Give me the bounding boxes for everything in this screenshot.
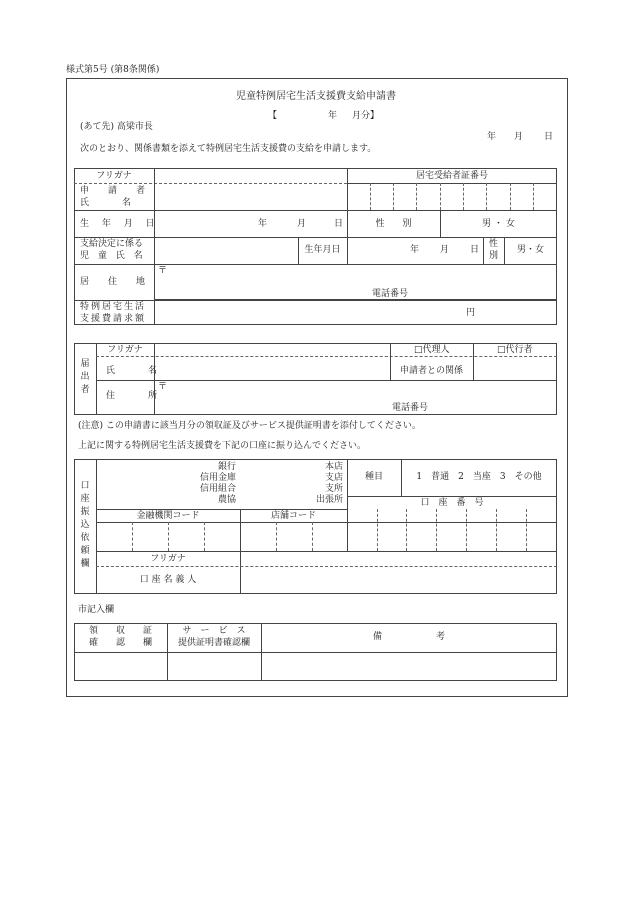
- bank-side-label: 口座振込依頼欄: [80, 481, 90, 569]
- bank-type-ginko: 銀行: [217, 462, 236, 472]
- holder-furigana-label: フリガナ: [150, 554, 186, 564]
- child-label-1: 支給決定に係る: [80, 239, 144, 249]
- dob-day: 日: [334, 219, 344, 229]
- branch-type-head: 本店: [324, 462, 343, 472]
- sex-options: 男 ・ 女: [482, 219, 515, 229]
- child-dob-year: 年: [410, 245, 420, 255]
- remarks-label: 備 考: [372, 632, 445, 642]
- branch-code-label: 店舗コード: [270, 511, 316, 521]
- child-sex-label-2: 別: [488, 251, 498, 261]
- notifier-postal-mark: 〒: [158, 382, 168, 392]
- account-kind-label: 種目: [364, 472, 383, 482]
- bank-type-nokyo: 農協: [217, 495, 236, 505]
- service-check-label-2: 提供証明書確認欄: [177, 638, 250, 648]
- proxy-checkbox[interactable]: □代行者: [497, 345, 533, 355]
- intro-text: 次のとおり、関係書類を添えて特例居宅生活支援費の支給を申請します。: [80, 144, 377, 154]
- branch-type-office: 出張所: [315, 495, 343, 505]
- branch-type-branch: 支店: [324, 473, 343, 483]
- period-open: 【: [268, 111, 278, 121]
- notifier-side-label: 届出者: [80, 359, 90, 395]
- period-month: 月分】: [352, 111, 380, 121]
- notifier-furigana-label: フリガナ: [107, 345, 143, 355]
- applicant-label-2: 氏 名: [80, 198, 137, 208]
- notifier-phone-label: 電話番号: [392, 403, 429, 413]
- child-dob-label: 生年月日: [304, 245, 341, 255]
- receipt-check-label-2: 確 認 欄: [88, 638, 152, 648]
- cert-number-label: 居宅受給者証番号: [415, 171, 488, 181]
- bank-type-shinkin: 信用金庫: [199, 473, 236, 483]
- amount-unit: 円: [466, 308, 476, 318]
- child-dob-month: 月: [440, 245, 450, 255]
- notifier-address-label: 住 所: [106, 391, 163, 401]
- bank-type-left: [176, 462, 236, 506]
- transfer-request-text: 上記に関する特例居宅生活支援費を下記の口座に振り込んでください。: [78, 441, 367, 451]
- branch-type-sub: 支所: [324, 484, 343, 494]
- child-dob-day: 日: [470, 245, 480, 255]
- addressee: (あて先) 高梁市長: [80, 122, 153, 132]
- child-sex-label-1: 性: [488, 239, 498, 249]
- amount-label-1: 特例居宅生活: [80, 302, 147, 312]
- account-number-label: 口 座 番 号: [420, 498, 484, 508]
- child-sex-options: 男・女: [516, 245, 544, 255]
- account-kind-options: 1 普通 2 当座 3 その他: [416, 472, 542, 482]
- residence-phone-label: 電話番号: [372, 289, 409, 299]
- applicant-furigana-label: フリガナ: [96, 171, 132, 181]
- receipt-check-label-1: 領 収 証: [88, 626, 152, 636]
- relation-label: 申請者との関係: [399, 366, 463, 376]
- bank-type-right: [295, 462, 343, 506]
- child-label-2: 児 童 氏 名: [80, 251, 146, 261]
- city-use-heading: 市記入欄: [78, 605, 115, 615]
- bank-code-label: 金融機関コード: [136, 511, 200, 521]
- dob-month: 月: [297, 219, 307, 229]
- date-day: 日: [544, 132, 554, 142]
- page-title: 児童特例居宅生活支援費支給申請書: [236, 91, 396, 102]
- amount-label-2: 支援費請求額: [80, 314, 147, 324]
- residence-label: 居 住 地: [80, 277, 151, 287]
- applicant-label-1: 申 請 者: [80, 186, 151, 196]
- account-holder-label: 口 座 名 義 人: [139, 575, 197, 585]
- service-check-label-1: サ ー ビ ス: [182, 626, 246, 636]
- bank-type-shinkumi: 信用組合: [199, 484, 236, 494]
- date-year: 年: [487, 132, 497, 142]
- residence-postal-mark: 〒: [158, 266, 168, 276]
- period-year: 年: [328, 111, 338, 121]
- notifier-name-label: 氏 名: [106, 366, 163, 376]
- date-month: 月: [514, 132, 524, 142]
- agent-checkbox[interactable]: □代理人: [414, 345, 450, 355]
- dob-label: 生 年 月 日: [80, 219, 160, 229]
- attachment-note: (注意) この申請書に該当月分の領収証及びサービス提供証明書を添付してください。: [78, 421, 421, 431]
- sex-label: 性 別: [375, 219, 412, 229]
- form-id: 様式第5号 (第8条関係): [66, 65, 160, 75]
- dob-year: 年: [258, 219, 268, 229]
